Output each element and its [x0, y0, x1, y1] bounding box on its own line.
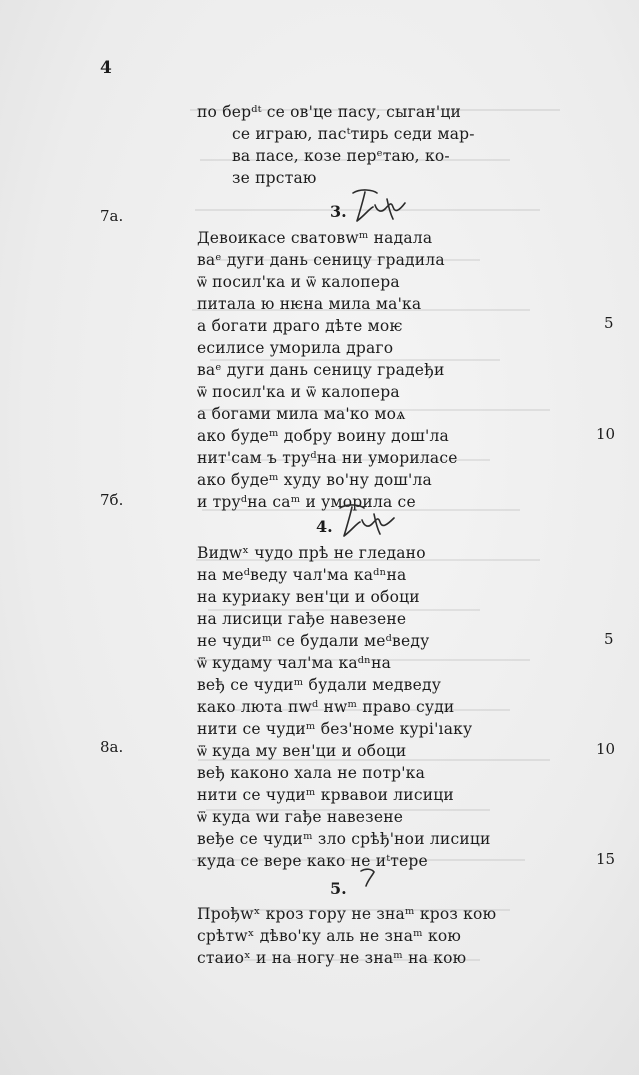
poem-number: 5. — [330, 879, 347, 898]
poem-line: питала ю нѥна мила ма'ка — [197, 295, 422, 313]
margin-label: 7б. — [100, 491, 124, 509]
poem-line: нити се чудиᵐ крвавои лисици — [197, 786, 454, 804]
poem-line: на лисици гађе навезене — [197, 610, 407, 628]
poem-line: есилисе уморила драго — [197, 339, 394, 357]
poem-line: а богати драго дѣте моѥ — [197, 317, 403, 335]
poem-line: ѿ посил'ка и ѿ калопера — [197, 383, 400, 401]
poem-line: ако будеᵐ добру воину дош'ла — [197, 427, 449, 445]
poem-line: веђ каконо хала не потр'ка — [197, 764, 426, 782]
line-number: 5 — [604, 314, 614, 332]
line-number: 10 — [596, 740, 616, 758]
poem-number: 3. — [330, 202, 347, 221]
handwritten-annotation — [347, 185, 411, 225]
poem-line: стаиоˣ и на ногу не знаᵐ на кою — [197, 949, 467, 967]
poem-line: веђе се чудиᵐ зло срѣђ'нои лисици — [197, 830, 491, 848]
poem-line: куда се вере како не иᵗтере — [197, 852, 428, 870]
intro-line: по берᵈᵗ се ов'це пасу, сыган'ци — [197, 103, 462, 121]
intro-line: ва пасе, козе перᵉтаю, ко- — [232, 147, 450, 165]
poem-line: нити се чудиᵐ без'номе курі'ıаку — [197, 720, 473, 738]
poem-line: ваᵉ дуги дань сеницу градила — [197, 251, 445, 269]
margin-label: 7а. — [100, 207, 124, 225]
line-number: 10 — [596, 425, 616, 443]
poem-line: ѿ кудаму чал'ма каᵈⁿна — [197, 654, 392, 672]
poem-line: ѿ посил'ка и ѿ калопера — [197, 273, 400, 291]
handwritten-annotation — [334, 500, 400, 540]
poem-line: веђ се чудиᵐ будали медведу — [197, 676, 442, 694]
intro-line: се играю, пасᵗтирь седи мар- — [232, 125, 475, 143]
margin-label: 8а. — [100, 738, 124, 756]
line-number: 15 — [596, 850, 616, 868]
poem-line: ваᵉ дуги дань сеницу градеђи — [197, 361, 445, 379]
poem-line: Прођwˣ кроз гору не знаᵐ кроз кою — [197, 905, 497, 923]
poem-line: не чудиᵐ се будали меᵈведу — [197, 632, 430, 650]
poem-line: ако будеᵐ худу во'ну дош'ла — [197, 471, 432, 489]
handwritten-annotation — [358, 866, 378, 888]
poem-line: а богами мила ма'ко моѧ — [197, 405, 406, 423]
poem-number: 4. — [316, 517, 333, 536]
poem-line: срѣтwˣ дѣво'ку аль не знаᵐ кою — [197, 927, 462, 945]
intro-line: зе прстаю — [232, 169, 317, 187]
poem-line: на куриаку вен'ци и обоци — [197, 588, 420, 606]
poem-line: ѿ куда wи гађе навезене — [197, 808, 404, 826]
poem-line: и труᵈна саᵐ и уморила се — [197, 493, 416, 511]
page-number: 4 — [100, 58, 112, 78]
poem-line: Видwˣ чудо прѣ не гледано — [197, 544, 426, 562]
poem-line: нит'сам ъ труᵈна ни умориласе — [197, 449, 458, 467]
line-number: 5 — [604, 630, 614, 648]
poem-line: како люта пwᵈ нwᵐ право суди — [197, 698, 455, 716]
poem-line: ѿ куда му вен'ци и обоци — [197, 742, 407, 760]
poem-line: Девоикасе сватовwᵐ надала — [197, 229, 433, 247]
poem-line: на меᵈведу чал'ма каᵈⁿна — [197, 566, 407, 584]
